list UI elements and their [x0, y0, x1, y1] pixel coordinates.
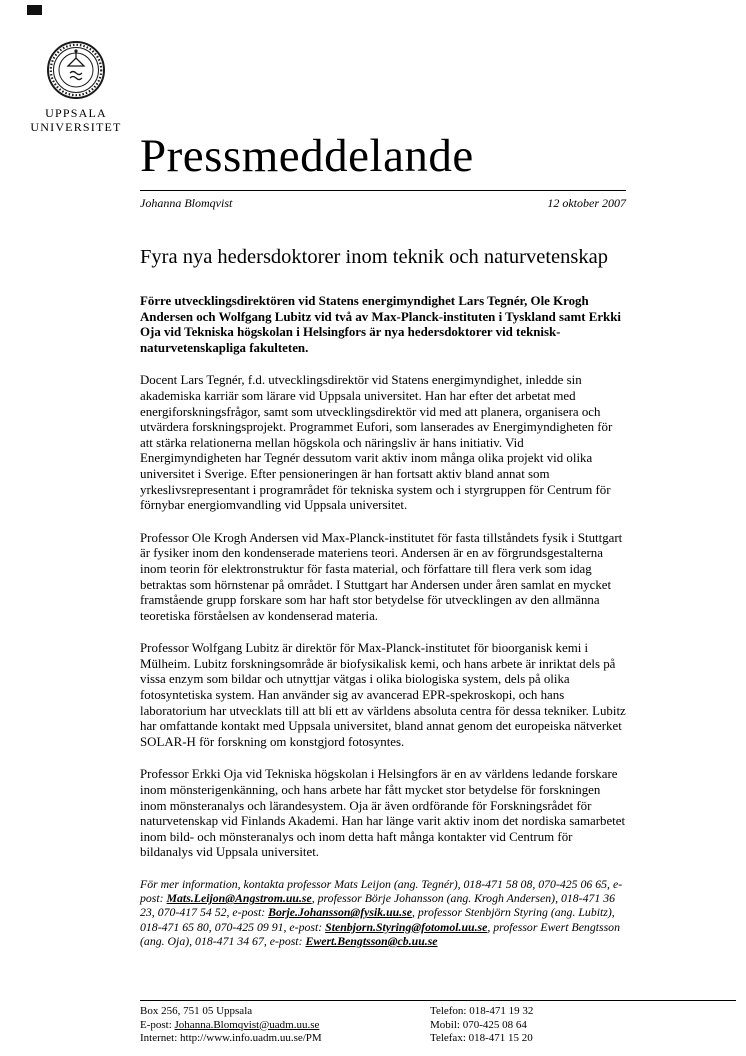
byline-date: 12 oktober 2007 [547, 196, 626, 210]
body-paragraph-tegner: Docent Lars Tegnér, f.d. utvecklingsdirektör vid Statens energimyndighet, inledde sin akademiska karriär som lärare vid Uppsala universitet. Han har efter det arbetat med energiforskningsfrågor, samt som utvecklingsdirektör vid med att planera, organisera och utvärdera forskningsprojekt. Programmet Eufori, som lanserades av Energimyndigheten för att stärka relationerna mellan högskola och näringsliv är hans initiativ. Vid Energimyndigheten har Tegnér dessutom varit aktiv inom många olika projekt vid olika universitet i Sverige. Efter pensioneringen är han fortsatt aktiv bland annat som yrkeslivsrepresentant i programrådet för tekniska system och i styrgruppen för Centrum för förnybar energiomvandling vid Uppsala universitet. [140, 373, 613, 513]
document-body [140, 130, 626, 960]
footer-fax: Telefax: 018-471 15 20 [430, 1032, 533, 1044]
footer-address: Box 256, 751 05 Uppsala [140, 1005, 253, 1017]
email-link-bengtsson[interactable]: Ewert.Bengtsson@cb.uu.se [305, 933, 438, 948]
footer-mobile: Mobil: 070-425 08 64 [430, 1018, 527, 1031]
footer-phone: Telefon: 018-471 19 32 [430, 1005, 534, 1017]
logo-text-line2: UNIVERSITET [30, 120, 122, 134]
uppsala-logo [18, 40, 134, 134]
body-paragraph-oja: Professor Erkki Oja vid Tekniska högskolan i Helsingfors är en av världens ledande forskare inom mönsterigenkänning, och hans arbete har fått mycket stor betydelse för forskningen inom mönsteranalys och lärandesystem. Oja är även ordförande för Forskningsrådet för naturvetenskap vid Finlands Akademi. Han har länge varit aktiv inom det nordiska samarbetet inom bild- och mönsteranalys och inom detta haft många kontakter vid Centrum för bildanalys vid Uppsala universitet. [140, 767, 626, 860]
footer-rule [140, 1000, 736, 1001]
university-seal-icon [18, 40, 134, 100]
email-link-johansson[interactable]: Borje.Johansson@fysik.uu.se [268, 905, 412, 920]
footer-email-label: E-post: [140, 1018, 175, 1031]
contact-text-4: , professor Ewert Bengtsson (ang. Oja), 018-471 34 67, e-post: [140, 919, 620, 948]
footer-right-column [430, 1005, 670, 1046]
registration-mark [27, 5, 42, 15]
email-link-leijon[interactable]: Mats.Leijon@Angstrom.uu.se [166, 891, 312, 906]
byline-author: Johanna Blomqvist [140, 196, 233, 210]
footer-internet: Internet: http://www.info.uadm.uu.se/PM [140, 1032, 322, 1044]
footer-email-link[interactable]: Johanna.Blomqvist@uadm.uu.se [174, 1018, 320, 1031]
body-paragraph-andersen: Professor Ole Krogh Andersen vid Max-Planck-institutet för fasta tillståndets fysik i Stuttgart är fysiker inom den kondenserade materiens teori. Andersen är en av förgrundsgestalterna inom teorin för elektronstruktur för fasta material, och författare till flera verk som idag betraktas som hörnstenar på området. I Stuttgart har Andersen under åren samlat en mycket framstående grupp forskare som har haft stor betydelse för utvecklingen av den allmänna teoretiska förståelsen av kondenserad materia. [140, 530, 623, 623]
title-rule [140, 190, 626, 191]
email-link-styring[interactable]: Stenbjorn.Styring@fotomol.uu.se [325, 919, 488, 934]
byline [140, 196, 626, 211]
contact-text-3: , professor Stenbjörn Styring (ang. Lubitz), 018-471 65 80, 070-425 09 91, e-post: [140, 905, 615, 934]
contact-text-2: , professor Börje Johansson (ang. Krogh Andersen), 018-471 36 23, 070-417 54 52, e-post: [140, 891, 616, 920]
document-title: Pressmeddelande [140, 130, 474, 182]
footer-email-line [140, 1019, 430, 1033]
lead-paragraph: Förre utvecklingsdirektören vid Statens energimyndighet Lars Tegnér, Ole Krogh Andersen och Wolfgang Lubitz vid två av Max-Planck-instituten i Tyskland samt Erkki Oja vid Tekniska högskolan i Helsingfors är nya hedersdoktorer vid teknisk-naturvetenskapliga fakulteten. [140, 294, 621, 355]
contact-paragraph [140, 877, 626, 948]
contact-text-1: För mer information, kontakta professor Mats Leijon (ang. Tegnér), 018-471 58 08, 070-425 06 65, e-post: [140, 877, 623, 906]
logo-text-line1: UPPSALA [45, 106, 107, 120]
page-footer [140, 1000, 736, 1046]
body-paragraph-lubitz: Professor Wolfgang Lubitz är direktör för Max-Planck-institutet för bioorganisk kemi i Mülheim. Lubitz forskningsområde är biofysikalisk kemi, och hans arbete är inriktat dels på vissa enzym som bildar och utnyttjar vätgas i olika biologiska system, dels på olika fotosyntetiska system. Han använder sig av avancerad EPR-spekroskopi, och hans laboratorium har utvecklats till att bli ett av världens absoluta centra för dessa tekniker. Lubitz har omfattande kontakt med Uppsala universitet, bland annat genom det europeiska nätverket SOLAR-H för forskning om konstgjord fotosyntes. [140, 641, 626, 749]
footer-left-column [140, 1005, 430, 1046]
article-heading: Fyra nya hedersdoktorer inom teknik och naturvetenskap [140, 246, 608, 268]
